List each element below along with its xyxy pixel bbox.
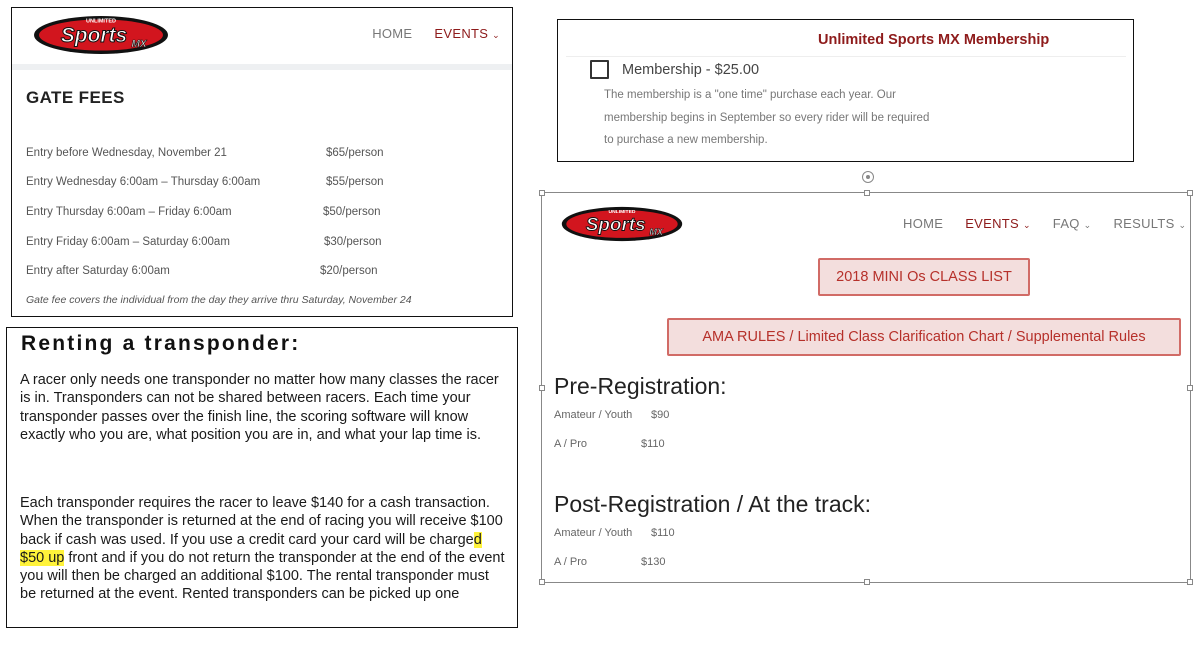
transponder-paragraph-1: A racer only needs one transponder no matter how many classes the racer is in. Transponders can not be shared between racers. Each time your transponder passes over the finish line, the scoring software will know exactly who you are, what position you are in, and what your lap time is.: [20, 372, 499, 443]
chevron-down-icon: ⌄: [492, 30, 500, 40]
class-price: $130: [641, 556, 666, 568]
fee-price: $55/person: [326, 176, 384, 188]
pre-reg-row: [554, 438, 665, 450]
sports-mx-logo[interactable]: [32, 14, 170, 61]
nav-faq-label: FAQ: [1052, 216, 1080, 231]
class-price: $110: [651, 527, 675, 539]
pre-registration-title: Pre-Registration:: [554, 373, 727, 399]
chevron-down-icon: ⌄: [1022, 220, 1031, 230]
membership-description: The membership is a "one time" purchase each year. Our membership begins in September so every rider will be required to purchase a new membership.: [604, 89, 930, 146]
main-nav: [350, 26, 500, 41]
class-label: Amateur / Youth: [554, 527, 633, 539]
svg-text:MX: MX: [131, 39, 147, 50]
transponder-paragraph-2: [20, 494, 506, 604]
fee-price: $30/person: [324, 236, 382, 248]
class-label: Amateur / Youth: [554, 409, 633, 421]
fee-price: $50/person: [323, 206, 381, 218]
page-title: GATE FEES: [26, 88, 125, 107]
membership-label: Membership - $25.00: [622, 62, 760, 78]
divider: [566, 56, 1126, 57]
nav-events[interactable]: [965, 216, 1031, 231]
fee-desc: Entry after Saturday 6:00am: [26, 265, 170, 277]
nav-home[interactable]: HOME: [372, 26, 413, 41]
svg-text:Sports: Sports: [60, 24, 128, 47]
class-price: $90: [651, 409, 670, 421]
svg-text:UNLIMITED: UNLIMITED: [608, 209, 636, 215]
highlighted-text: d $50 up: [20, 531, 482, 566]
nav-events[interactable]: [434, 26, 500, 41]
post-reg-row: [554, 556, 666, 568]
transponder-title: Renting a transponder:: [21, 332, 301, 355]
transponder-panel: [6, 327, 518, 628]
membership-checkbox[interactable]: [590, 60, 609, 79]
nav-faq[interactable]: [1053, 216, 1092, 231]
sports-mx-logo[interactable]: [560, 205, 684, 248]
ama-rules-button[interactable]: AMA RULES / Limited Class Clarification Chart / Supplemental Rules: [667, 318, 1181, 356]
main-nav: [903, 216, 1186, 231]
svg-text:MX: MX: [649, 226, 663, 237]
membership-panel: [557, 19, 1134, 162]
post-reg-row: [554, 527, 675, 539]
class-price: $110: [641, 438, 665, 450]
nav-home[interactable]: HOME: [903, 216, 944, 231]
svg-text:Sports: Sports: [585, 213, 646, 235]
fee-desc: Entry Thursday 6:00am – Friday 6:00am: [26, 206, 232, 218]
registration-panel[interactable]: [541, 192, 1191, 583]
chevron-down-icon: ⌄: [1083, 220, 1092, 230]
fee-desc: Entry before Wednesday, November 21: [26, 147, 227, 159]
chevron-down-icon: ⌄: [1178, 220, 1187, 230]
registration-content: [542, 193, 1190, 582]
nav-events-label: EVENTS: [965, 216, 1020, 231]
class-label: A / Pro: [554, 556, 588, 568]
fee-price: $65/person: [326, 147, 384, 159]
rotate-handle-icon[interactable]: [862, 171, 874, 183]
nav-events-label: EVENTS: [434, 26, 489, 41]
site-header: [12, 8, 512, 70]
gate-fee-note: Gate fee covers the individual from the day they arrive thru Saturday, November 24: [26, 294, 412, 306]
class-list-button[interactable]: 2018 MINI Os CLASS LIST: [818, 258, 1030, 296]
membership-title: Unlimited Sports MX Membership: [818, 32, 1050, 48]
nav-results-label: RESULTS: [1113, 216, 1175, 231]
fee-desc: Entry Wednesday 6:00am – Thursday 6:00am: [26, 176, 261, 188]
fee-price: $20/person: [320, 265, 378, 277]
gate-fees-panel: [11, 7, 513, 317]
pre-reg-row: [554, 409, 670, 421]
class-label: A / Pro: [554, 438, 588, 450]
paragraph-text: front and if you do not return the transponder at the end of the event you will then be charged an additional $100. The rental transponder must be returned at the event. Rented transponders can be picked up one: [20, 549, 505, 603]
post-registration-title: Post-Registration / At the track:: [554, 491, 872, 517]
nav-results[interactable]: [1113, 216, 1186, 231]
fee-desc: Entry Friday 6:00am – Saturday 6:00am: [26, 236, 230, 248]
svg-text:UNLIMITED: UNLIMITED: [86, 18, 116, 25]
paragraph-text: Each transponder requires the racer to leave $140 for a cash transaction. When the transponder is returned at the end of racing you will receive $100 back if cash was used. If you use a credit card your card will be charge: [20, 495, 503, 548]
